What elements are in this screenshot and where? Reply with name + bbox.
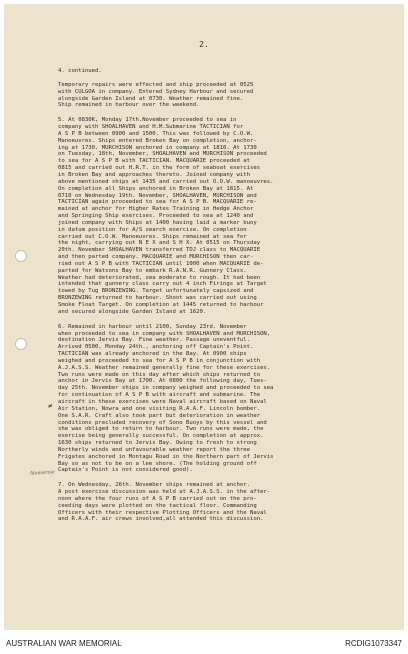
paragraph-6: 6. Remained in harbour until 2100, Sunday 23rd. November when proceeded to sea in company with SHOALHAVEN and MURCHISON, destination Jervis Bay. Fine weather. Passage uneventful. Arrived 0500, Monday 24th., anchoring off Captain's Point. TACTICIAN was already anchored in the Bay. At 0900 ships weighed and proceeded to sea for A S P B in conjunction with A.J.A.S.S. Weather remained generally fine for these exercises. Two runs were made on this day after which ships returned to anchor in Jervis Bay at 1700. At 0800 the following day, Tues- day 25th. November ships in company weighed and proceeded to sea for continuation of A S P B with aircraft and submarine. The aircraft in these exercises were Naval aircraft based on Naval Air Station, Nowra and one visiting R.A.A.F. Lincoln bomber. One S.A.R. Craft also took part but deterioration in weather conditions precluded recovery of Sono Buoys by this vessel and she was obliged to return to harbour. Two runs were made, the exercise being generally successful. On completion at approx. 1630 ships returned to Jervis Bay. Owing to fresh to strong Northerly winds and unfavourable weather report the three Frigates anchored in Montagu Road in the Northern part of Jervis Bay so as not to be on a lee shore. (The holding ground off Captain's Point is not considered good).	[58, 323, 274, 474]
page-number: 2.	[199, 40, 209, 49]
punch-hole-top	[15, 250, 27, 262]
section-heading: 4. continued.	[58, 68, 102, 74]
document-page	[4, 4, 404, 630]
footer-record-id: RCDIG1073347	[345, 639, 402, 648]
archive-footer	[0, 634, 408, 654]
paragraph-5: 5. At 0830K, Monday 17th.November proceeded to sea in company with SHOALHAVEN and H.M.Submarine TACTICIAN for A S P B between 0900 and 1500. This was followed by C.O.W. Manoeuvres. Ships entered Broken Bay on completion, anchor- ing at 1730. MURCHISON anchored in company at 1810. At 1730 on Tuesday, 18th, November, SHOALHAVEN and MURCHISON proceeded to sea for A S P B with TACTICIAN. MACQUARIE proceeded at 0815 and carried out H.R.T. in the form of seaboat exercises in Broken Bay and approaches thereto. Joined company with above mentioned ships at 1435 and carried out O.O.W. manoeuvres. On completion all Ships anchored in Broken Bay at 1815. At 0710 on Wednesday 19th. November, SHOALHAVEN, MURCHISON and TACTICIAN again proceeded to sea for A S P B. MACQUARIE re- mained at anchor for Higher Rates Training in Hedge Anchor and Springing Ship exercises. Proceeded to sea at 1240 and joined company with Ships at 1400 having laid a marker buoy in datum position for A/S search exercise. On completion carried out C.O.W. Manoeuvres. Ships remained at sea for the night, carrying out N E X and S H X. At 0515 on Thursday 20th. November SHOALHAVEN transferred TDJ class to MACQUARIE and then parted company. MACQUARIE and MURCHISON then car- ried out A S P B with TACTICIAN until 1000 when MACQUARIE de- parted for Watsons Bay to embark R.A.N.R. Gunnery Class. Weather had deteriorated, sea moderate to rough. It had been intended that gunnery class carry out 4 inch Firings at Target towed by Tug BRONZEWING. Target unfortunately capsized and BRONZEWING returned to harbour. Shoot was carried out using Smoke Float Target. On completion at 1445 returned to harbour and secured alongside Garden Island at 1620.	[58, 117, 274, 315]
punch-hole-bottom	[15, 338, 27, 350]
paragraph-4-continued: Temporary repairs were effected and ship proceeded at 0525 with CULGOA in company. Entered Sydney Harbour and secured alongside Garden Island at 0730. Weather remained fine. Ship remained in harbour over the weekend.	[58, 81, 254, 109]
paragraph-margin-mark: ≠	[48, 402, 53, 410]
paragraph-7: 7. On Wednesday, 26th. November ships remained at anchor. A post exercise discussion was held at A.J.A.S.S. in the after- noon where the four runs of A S P B carried out on the pro- ceeding days were plotted on the tactical floor. Commanding Officers with their respective Plotting Officers and the Naval and R.A.A.F. air crews involved,all attended this discussion.	[58, 482, 271, 523]
document-body	[58, 68, 384, 529]
handwritten-margin-note: Nonsense	[29, 469, 56, 477]
footer-institution: AUSTRALIAN WAR MEMORIAL	[6, 639, 122, 648]
